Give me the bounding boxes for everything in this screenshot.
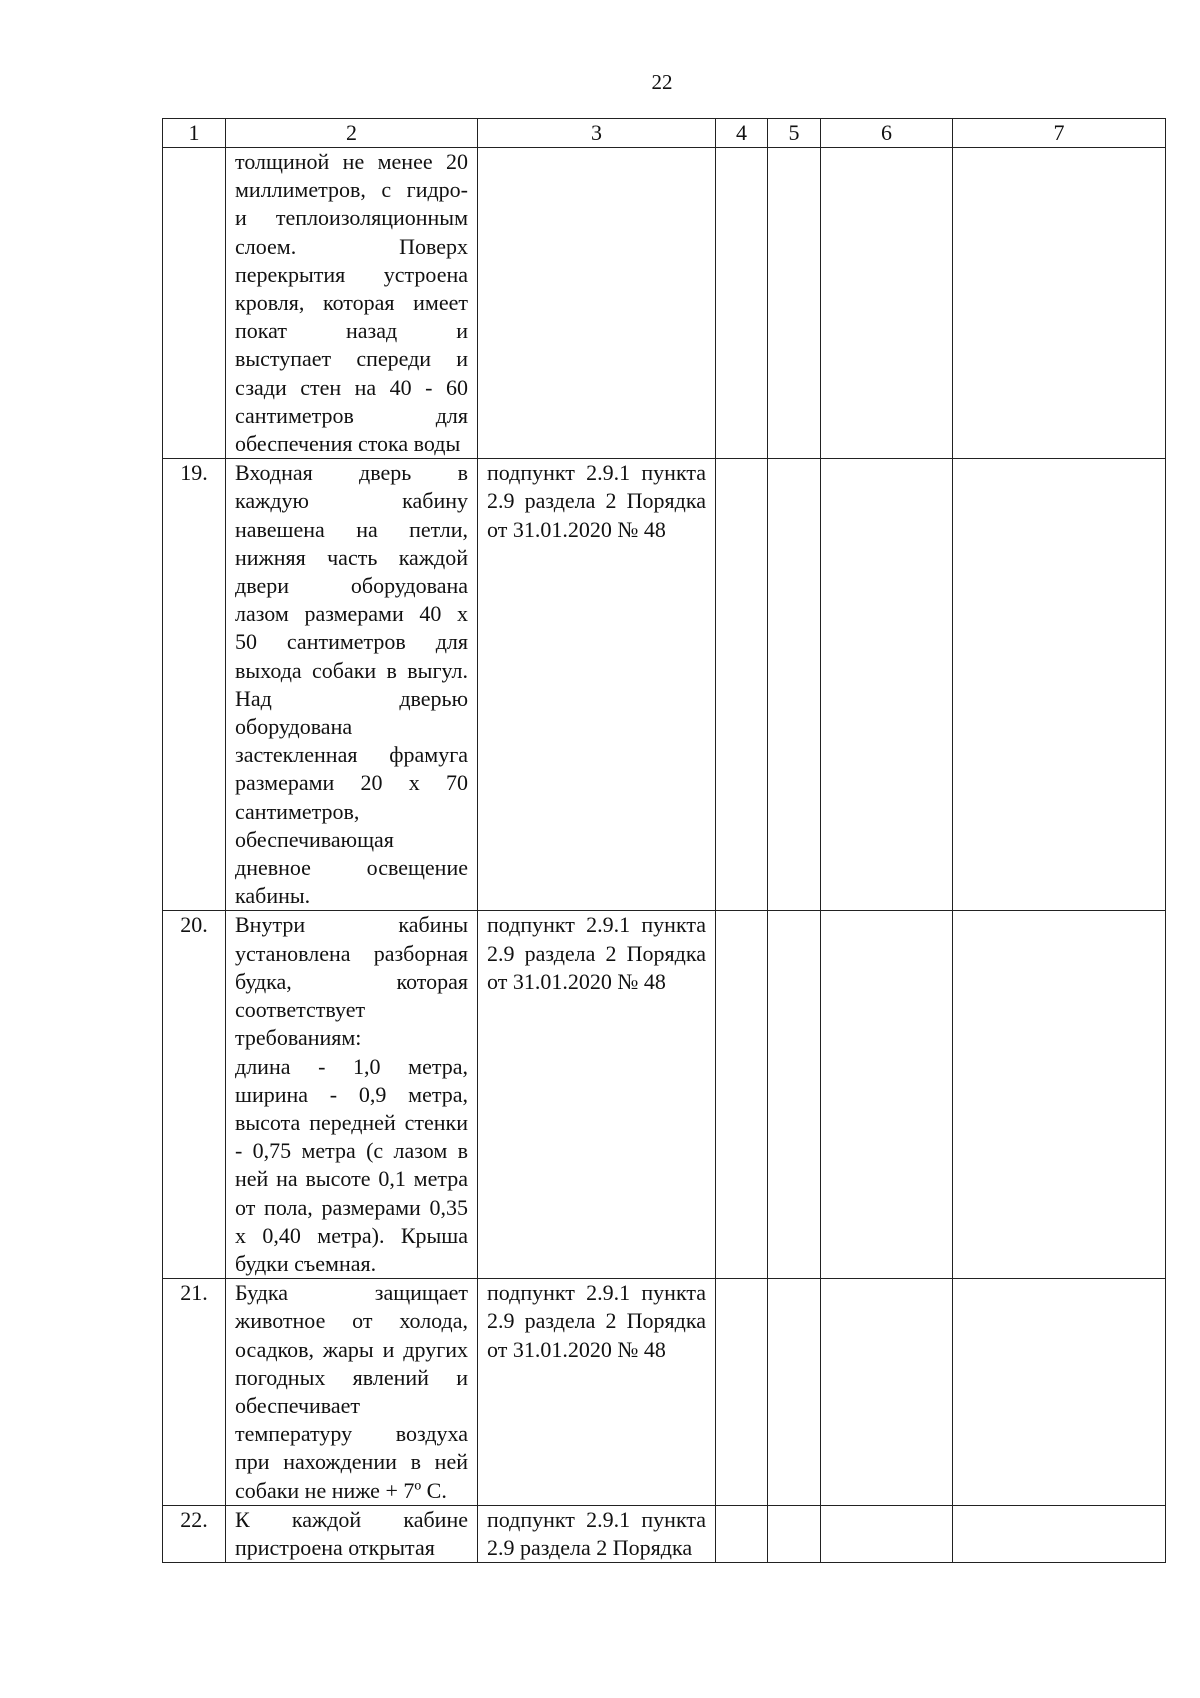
requirement-text-line: требованиям: xyxy=(235,1025,362,1051)
requirement-text-line: осадков, жары и других xyxy=(235,1336,468,1362)
requirement-text-line: навешена на петли, xyxy=(235,516,468,542)
legal-reference xyxy=(478,459,716,911)
requirement-text-line: Входная дверь в xyxy=(235,460,468,486)
requirements-table xyxy=(162,118,1166,1563)
requirement-text xyxy=(226,911,478,1279)
requirement-text-line: установлена разборная xyxy=(235,940,468,966)
requirement-text-line: х 0,40 метра). Крыша xyxy=(235,1222,468,1248)
table-row xyxy=(163,1279,1166,1506)
requirement-text-line: сзади стен на 40 - 60 xyxy=(235,374,468,400)
requirement-text-line: температуру воздуха xyxy=(235,1421,468,1447)
empty-cell-c5 xyxy=(768,1505,821,1562)
empty-cell-c6 xyxy=(821,1505,953,1562)
requirement-text-line: обеспечивает xyxy=(235,1392,361,1418)
row-number: 20. xyxy=(163,911,226,1279)
legal-reference xyxy=(478,148,716,459)
row-number: 19. xyxy=(163,459,226,911)
requirement-text-line: Над дверью xyxy=(235,685,468,711)
requirement-text-line: погодных явлений и xyxy=(235,1364,468,1390)
empty-cell-c5 xyxy=(768,459,821,911)
table-body xyxy=(163,148,1166,1563)
empty-cell-c6 xyxy=(821,911,953,1279)
row-number: 22. xyxy=(163,1505,226,1562)
empty-cell-c4 xyxy=(716,1505,768,1562)
requirement-text-line: будки съемная. xyxy=(235,1250,377,1276)
legal-reference-line: 2.9 раздела 2 Порядка xyxy=(487,1534,693,1560)
requirement-text xyxy=(226,1505,478,1562)
legal-reference-line: 2.9 раздела 2 Порядка xyxy=(487,940,706,966)
requirement-text-line: кабины. xyxy=(235,883,311,909)
requirement-text-line: К каждой кабине xyxy=(235,1506,468,1532)
requirement-text-line: нижняя часть каждой xyxy=(235,544,468,570)
empty-cell-c4 xyxy=(716,911,768,1279)
column-header: 7 xyxy=(953,119,1166,148)
row-number xyxy=(163,148,226,459)
requirement-text-line: обеспечивающая xyxy=(235,826,394,852)
requirement-text-line: покат назад и xyxy=(235,318,468,344)
requirement-text-line: каждую кабину xyxy=(235,488,468,514)
requirement-text xyxy=(226,1279,478,1506)
legal-reference-line: от 31.01.2020 № 48 xyxy=(487,968,666,994)
requirement-text-line: ней на высоте 0,1 метра xyxy=(235,1166,468,1192)
empty-cell-c6 xyxy=(821,1279,953,1506)
requirement-text-line: миллиметров, с гидро- xyxy=(235,177,468,203)
requirement-text-line: Будка защищает xyxy=(235,1280,468,1306)
requirement-text-line: высота передней стенки xyxy=(235,1109,468,1135)
requirement-text-line: и теплоизоляционным xyxy=(235,205,468,231)
requirement-text-line: выступает спереди и xyxy=(235,346,468,372)
requirement-text-line: будка, которая xyxy=(235,968,468,994)
legal-reference xyxy=(478,1279,716,1506)
requirement-text-line: - 0,75 метра (с лазом в xyxy=(235,1138,468,1164)
requirement-text xyxy=(226,459,478,911)
table-row xyxy=(163,459,1166,911)
table-row xyxy=(163,911,1166,1279)
requirement-text xyxy=(226,148,478,459)
empty-cell-c6 xyxy=(821,148,953,459)
requirement-text-line: Внутри кабины xyxy=(235,912,468,938)
requirement-text-line: выхода собаки в выгул. xyxy=(235,657,468,683)
requirement-text-line: слоем. Поверх xyxy=(235,233,468,259)
column-header: 1 xyxy=(163,119,226,148)
requirement-text-line: двери оборудована xyxy=(235,573,468,599)
empty-cell-c7 xyxy=(953,1505,1166,1562)
page-number: 22 xyxy=(651,70,673,94)
requirement-text-line: от пола, размерами 0,35 xyxy=(235,1194,468,1220)
empty-cell-c7 xyxy=(953,911,1166,1279)
requirement-text-line: обеспечения стока воды xyxy=(235,431,461,457)
requirement-text-line: толщиной не менее 20 xyxy=(235,149,468,174)
column-header: 3 xyxy=(478,119,716,148)
table-header-row xyxy=(163,119,1166,148)
requirement-text-line: перекрытия устроена xyxy=(235,261,468,287)
empty-cell-c7 xyxy=(953,1279,1166,1506)
table-row xyxy=(163,1505,1166,1562)
legal-reference-line: 2.9 раздела 2 Порядка xyxy=(487,488,706,514)
requirement-text-line: лазом размерами 40 х xyxy=(235,601,468,627)
requirement-text-line: ширина - 0,9 метра, xyxy=(235,1081,468,1107)
row-number: 21. xyxy=(163,1279,226,1506)
empty-cell-c7 xyxy=(953,148,1166,459)
empty-cell-c4 xyxy=(716,148,768,459)
requirement-text-line: сантиметров для xyxy=(235,402,468,428)
legal-reference xyxy=(478,1505,716,1562)
legal-reference-line: подпункт 2.9.1 пункта xyxy=(487,912,706,938)
column-header: 6 xyxy=(821,119,953,148)
requirement-text-line: 50 сантиметров для xyxy=(235,629,468,655)
requirement-text-line: дневное освещение xyxy=(235,855,468,881)
legal-reference-line: подпункт 2.9.1 пункта xyxy=(487,1280,706,1306)
requirement-text-line: соответствует xyxy=(235,997,366,1023)
legal-reference-line: подпункт 2.9.1 пункта xyxy=(487,1506,706,1532)
requirement-text-line: животное от холода, xyxy=(235,1308,468,1334)
legal-reference-line: от 31.01.2020 № 48 xyxy=(487,516,666,542)
requirement-text-line: сантиметров, xyxy=(235,798,360,824)
legal-reference xyxy=(478,911,716,1279)
table-row xyxy=(163,148,1166,459)
empty-cell-c4 xyxy=(716,1279,768,1506)
requirement-text-line: размерами 20 х 70 xyxy=(235,770,468,796)
legal-reference-line: от 31.01.2020 № 48 xyxy=(487,1336,666,1362)
requirement-text-line: пристроена открытая xyxy=(235,1534,435,1560)
requirement-text-line: оборудована xyxy=(235,714,353,740)
column-header: 2 xyxy=(226,119,478,148)
empty-cell-c5 xyxy=(768,911,821,1279)
empty-cell-c7 xyxy=(953,459,1166,911)
requirement-text-line: застекленная фрамуга xyxy=(235,742,468,768)
requirement-text-line: кровля, которая имеет xyxy=(235,290,468,316)
empty-cell-c6 xyxy=(821,459,953,911)
legal-reference-line: подпункт 2.9.1 пункта xyxy=(487,460,706,486)
column-header: 5 xyxy=(768,119,821,148)
empty-cell-c5 xyxy=(768,148,821,459)
column-header: 4 xyxy=(716,119,768,148)
legal-reference-line: 2.9 раздела 2 Порядка xyxy=(487,1308,706,1334)
requirement-text-line: собаки не ниже + 7º С. xyxy=(235,1477,447,1503)
empty-cell-c4 xyxy=(716,459,768,911)
empty-cell-c5 xyxy=(768,1279,821,1506)
requirement-text-line: длина - 1,0 метра, xyxy=(235,1053,468,1079)
requirement-text-line: при нахождении в ней xyxy=(235,1449,468,1475)
